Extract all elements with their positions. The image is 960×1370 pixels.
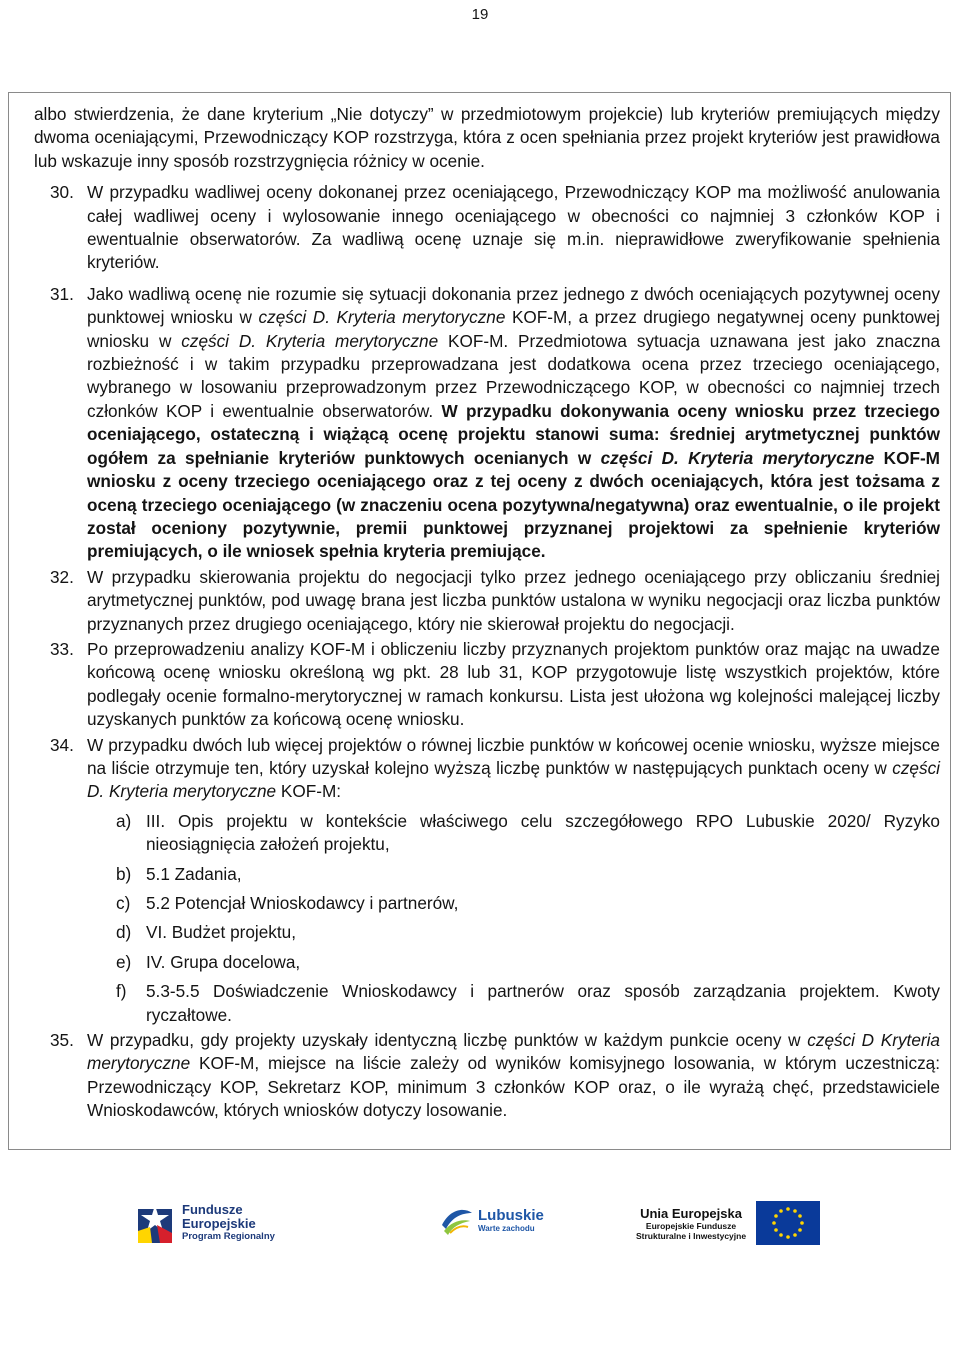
- eu-flag-icon: [756, 1201, 820, 1245]
- sub-text: III. Opis projektu w kontekście właściwego celu szczegółowego RPO Lubuskie 2020/ Ryzyko nieosiągnięcia założeń projektu,: [146, 810, 940, 855]
- sub-letter: d): [116, 922, 132, 943]
- item-text: KOF-M, a przez drugiego negatywnej oceny punktowej wniosku w: [87, 307, 940, 351]
- item-text: W przypadku wadliwej oceny dokonanej przez oceniającego, Przewodniczący KOP ma możliwość anulowania całej wadliwej oceny i wylosowanie innego oceniającego w obecności co najmniej 3 członków KOP i ewentualnie obserwatorów. Za wadliwą ocenę uznaje się m.in. nieprawidłowe zweryfikowanie spełnienia kryteriów.: [87, 182, 940, 273]
- sub-item-a: [34, 810, 940, 857]
- bold-text: KOF-M wniosku z oceny trzeciego oceniającego oraz z tej oceny z dwóch oceniających, która jest tożsama z oceną trzeciego oceniającego (w znaczeniu ocena pozytywna/negatywna) oraz ewentualnie, o ile projekt został oceniony pozytywnie, premii punktowej przyznanej projektowi za spełnienie kryteriów premiujących, o ile wniosek spełnia kryteria premiujące.: [87, 447, 940, 562]
- item-text: W przypadku skierowania projektu do negocjacji tylko przez jednego oceniającego przy obliczaniu średniej arytmetycznej punktów, pod uwagę brana jest liczba punktów ustalona w wyniku negocjacji oraz liczba punktów przyznanych przez drugiego oceniającego, który nie skierował projektu do negocjacji.: [87, 566, 940, 634]
- sub-letter: f): [116, 981, 127, 1002]
- fe-line-3: Program Regionalny: [182, 1231, 275, 1242]
- sub-item-c: [34, 892, 940, 915]
- page-number: 19: [471, 6, 489, 23]
- unia-europejska-logo: [636, 1201, 820, 1245]
- sub-letter: e): [116, 951, 132, 972]
- italic-reference: części D. Kryteria merytoryczne: [258, 307, 506, 328]
- sub-text: 5.1 Zadania,: [146, 863, 242, 884]
- list-item-35: [34, 1029, 940, 1123]
- sub-item-e: [34, 951, 940, 974]
- sub-text: 5.3-5.5 Doświadczenie Wnioskodawcy i partnerów oraz sposób zarządzania projektem. Kwoty ryczałtowe.: [146, 981, 940, 1025]
- sub-letter: b): [116, 863, 132, 884]
- sub-item-d: [34, 921, 940, 944]
- italic-reference: części D. Kryteria merytoryczne: [181, 330, 439, 351]
- item-text: KOF-M. Przedmiotowa sytuacja uznawana jest jako znaczna rozbieżność i w takim przypadku przeprowadzana jest dodatkowa ocena przez trzeciego oceniającego, wybranego w losowaniu przeprowadzonym przez Przewodniczącego KOP, w obecności co najmniej trzech członków KOP i ewentualnie obserwatorów.: [87, 330, 940, 421]
- list-item-30: [34, 181, 940, 275]
- bold-italic-reference: części D. Kryteria merytoryczne: [600, 447, 875, 468]
- sub-text: IV. Grupa docelowa,: [146, 951, 301, 972]
- lubuskie-subtitle: Warte zachodu: [478, 1224, 535, 1233]
- item-number: 35.: [50, 1030, 74, 1051]
- lubuskie-logo: [440, 1203, 544, 1237]
- item-number: 33.: [50, 638, 74, 659]
- item-text: KOF-M, miejsce na liście zależy od wyników komisyjnego losowania, w którym uczestniczą: Przewodniczący KOP, Sekretarz KOP, minimum 3 członków KOP oraz, o ile wyrażą chęć, przedstawiciele Wnioskodawców, których wniosków dotyczy losowanie.: [87, 1053, 940, 1121]
- list-item-32: [34, 566, 940, 636]
- sub-item-f: [34, 980, 940, 1027]
- sub-letter: a): [116, 810, 132, 831]
- fundusze-europejskie-logo: [138, 1203, 275, 1244]
- lubuskie-title: Lubuskie: [478, 1207, 544, 1224]
- sub-letter: c): [116, 893, 131, 913]
- item-text: W przypadku, gdy projekty uzyskały identyczną liczbę punktów w każdym punkcie oceny w: [87, 1030, 808, 1051]
- list-item-33: [34, 638, 940, 732]
- sub-text: VI. Budżet projektu,: [146, 922, 296, 943]
- item-number: 34.: [50, 734, 74, 755]
- ue-line-3: Strukturalne i Inwestycyjne: [636, 1230, 747, 1241]
- item-number: 30.: [50, 182, 74, 203]
- item-text: KOF-M:: [276, 781, 342, 802]
- fe-line-2: Europejskie: [182, 1215, 256, 1231]
- item-text: Jako wadliwą ocenę nie rozumie się sytuacji dokonania przez jednego z dwóch oceniających pozytywnej oceny punktowej wniosku w: [87, 283, 940, 328]
- item-text: W przypadku dwóch lub więcej projektów o równej liczbie punktów w końcowej ocenie wniosku, wyższe miejsce na liście otrzymuje ten, który uzyskał kolejno wyższą liczbę punktów w następujących punktach oceny w: [87, 734, 940, 778]
- fe-line-1: Fundusze: [182, 1202, 243, 1217]
- lubuskie-swoosh-icon: [440, 1203, 474, 1237]
- item-text: Po przeprowadzeniu analizy KOF-M i obliczeniu liczby przyznanych projektom punktów oraz mając na uwadze końcową ocenę wniosku określoną wg pkt. 28 lub 31, KOP przygotowuje listę wszystkich projektów, które podlegały ocenie formalno-merytorycznej w ramach konkursu. Lista jest ułożona wg kolejności malejącej liczby uzyskanych punktów za końcową ocenę wniosku.: [87, 638, 940, 730]
- item-number: 32.: [50, 566, 74, 587]
- footer-logos: [0, 1195, 960, 1265]
- bold-text: W przypadku dokonywania oceny wniosku przez trzeciego oceniającego, ostateczną i wiążącą ocenę projektu stanowi suma: średniej arytmetycznej punktów ogółem za spełnianie kryteriów punktowych ocenianych w: [87, 400, 940, 468]
- italic-reference: części D. Kryteria merytoryczne: [87, 757, 940, 802]
- intro-paragraph: albo stwierdzenia, że dane kryterium „Nie dotyczy” w przedmiotowym projekcie) lub kryteriów premiujących między dwoma oceniającymi, Przewodniczący KOP rozstrzyga, która z ocen spełniania przez projekt kryteriów jest prawidłowa lub wskazuje inny sposób rozstrzygnięcia różnicy w ocenie.: [34, 104, 940, 171]
- sub-item-b: [34, 863, 940, 886]
- ue-title: Unia Europejska: [640, 1205, 742, 1221]
- italic-reference: części D Kryteria merytoryczne: [87, 1030, 940, 1074]
- list-item-34: [34, 734, 940, 804]
- item-number: 31.: [50, 283, 74, 304]
- list-item-31: [34, 283, 940, 564]
- sub-text: 5.2 Potencjał Wnioskodawcy i partnerów,: [146, 893, 459, 913]
- fe-star-icon: [138, 1203, 174, 1243]
- document-body: [34, 103, 940, 1123]
- ue-line-2: Europejskie Fundusze: [645, 1220, 737, 1231]
